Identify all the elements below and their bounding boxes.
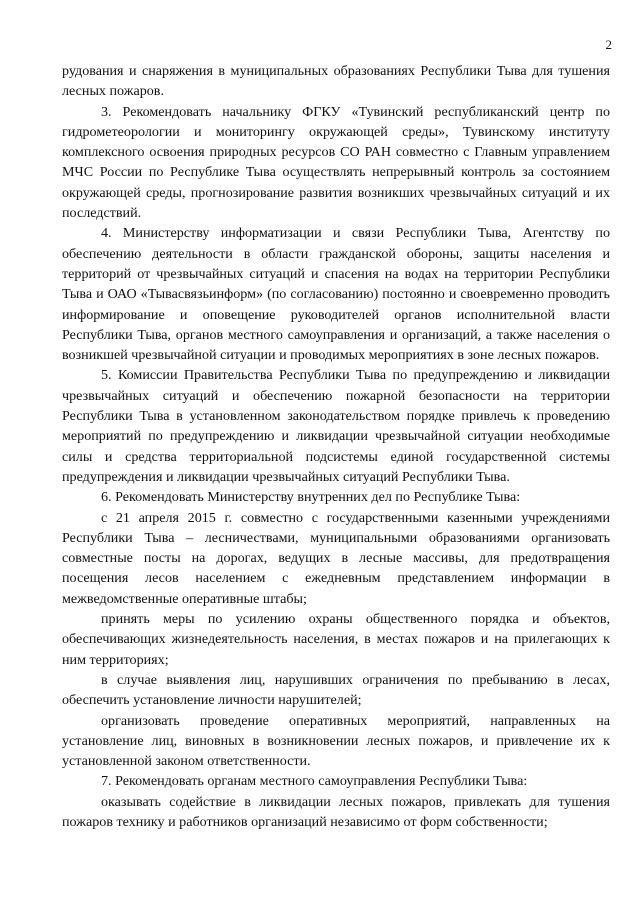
document-body <box>62 61 610 832</box>
paragraph-continuation: рудования и снаряжения в муниципальных образованиях Республики Тыва для тушения лесных пожаров. <box>62 63 610 100</box>
paragraph-item-7: 7. Рекомендовать органам местного самоуправления Республики Тыва: <box>101 773 528 790</box>
paragraph-item-6-posts: с 21 апреля 2015 г. совместно с государственными казенными учреждениями Республики Тыва – лесничествами, муниципальными образованиями организовать совместные посты на дорогах, ведущих в лесные массивы, для предотвращения посещения лесов населением с ежедневным представлением информации в межведомственные оперативные штабы; <box>62 509 610 607</box>
page-number: 2 <box>605 37 612 52</box>
paragraph-item-5: 5. Комиссии Правительства Республики Тыва по предупреждению и ликвидации чрезвычайных ситуаций и обеспечению пожарной безопасности на территории Республики Тыва в установленном законодательством порядке привлечь к проведению мероприятий по предупреждению и ликвидации чрезвычайной ситуации необходимые силы и средства территориальной подсистемы единой государственной системы предупреждения и ликвидации чрезвычайных ситуаций Республики Тыва. <box>62 367 610 485</box>
paragraph-item-6-order: принять меры по усилению охраны общественного порядка и объектов, обеспечивающих жизнедеятельность населения, в местах пожаров и на прилегающих к ним территориях; <box>62 611 610 668</box>
paragraph-item-6-identify: в случае выявления лиц, нарушивших ограничения по пребыванию в лесах, обеспечить установление личности нарушителей; <box>62 671 610 709</box>
paragraph-item-4: 4. Министерству информатизации и связи Республики Тыва, Агентству по обеспечению деятельности в области гражданской обороны, защиты населения и территорий от чрезвычайных ситуаций и спасения на водах на территории Республики Тыва и ОАО «Тывасвязьинформ» (по согласованию) постоянно и своевременно проводить информирование и оповещение руководителей органов исполнительной власти Республики Тыва, органов местного самоуправления и организаций, а также населения о возникшей чрезвычайной ситуации и проводимых мероприятиях в зоне лесных пожаров. <box>62 225 610 364</box>
paragraph-item-6: 6. Рекомендовать Министерству внутренних дел по Республике Тыва: <box>101 489 521 506</box>
paragraph-item-7-assist: оказывать содействие в ликвидации лесных пожаров, привлекать для тушения пожаров технику и работников организаций независимо от форм собственности; <box>62 793 610 830</box>
paragraph-item-3: 3. Рекомендовать начальнику ФГКУ «Тувинский республиканский центр по гидрометеорологии и мониторингу окружающей среды», Тувинскому институту комплексного освоения природных ресурсов СО РАН совместно с Главным управлением МЧС России по Республике Тыва осуществлять непрерывный контроль за состоянием окружающей среды, прогнозирование развития возникших чрезвычайных ситуаций и их последствий. <box>62 103 610 222</box>
paragraph-item-6-operations: организовать проведение оперативных мероприятий, направленных на установление лиц, виновных в возникновении лесных пожаров, и привлечение их к установленной законом ответственности. <box>62 712 610 770</box>
